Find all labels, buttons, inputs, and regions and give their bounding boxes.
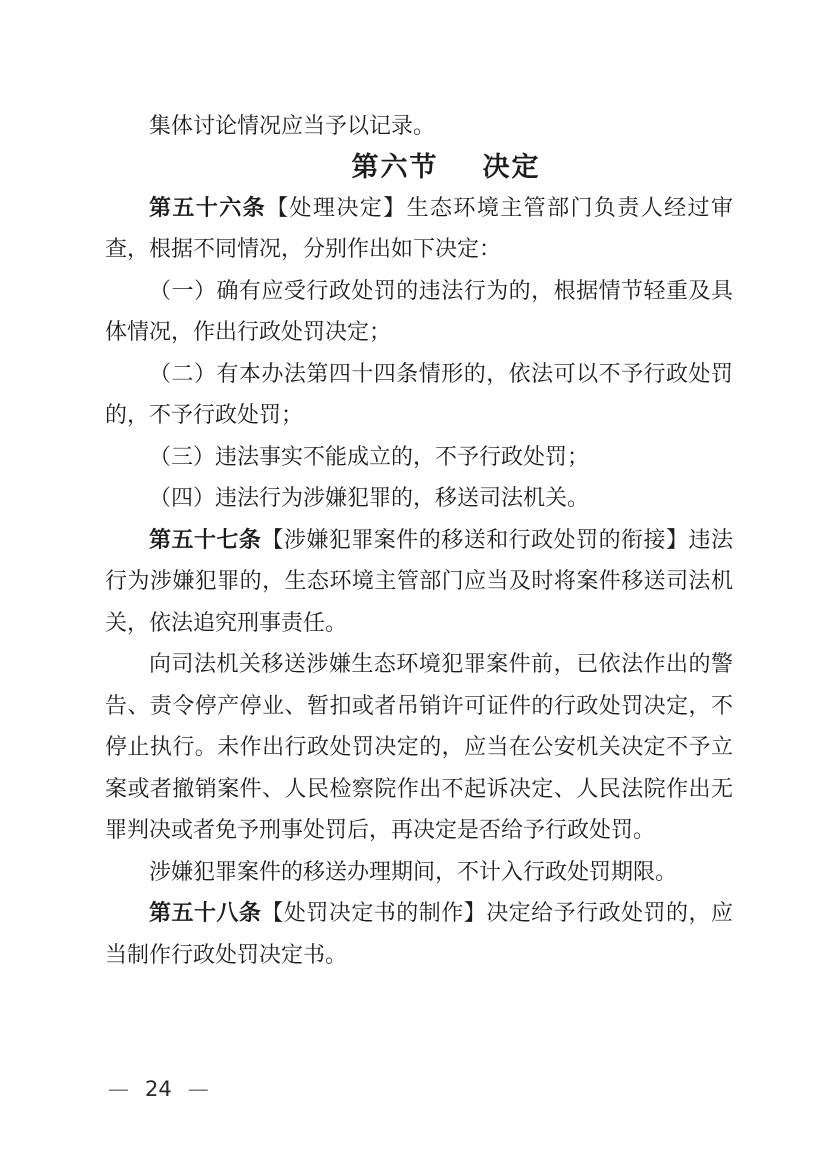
paragraph-time-limit: 涉嫌犯罪案件的移送办理期间，不计入行政处罚期限。 <box>149 859 678 885</box>
article-58-number: 第五十八条 <box>149 901 262 926</box>
article-56-number: 第五十六条 <box>149 195 267 221</box>
article-56-text: 生态环境主管部门负责人经过审查，根据不同情况，分别作出如下决定： <box>105 195 733 262</box>
section-heading <box>105 148 733 188</box>
paragraph-item-4: （四）违法行为涉嫌犯罪的，移送司法机关。 <box>149 486 590 511</box>
footer-dash-right: — <box>187 1077 209 1101</box>
document-body <box>105 106 733 976</box>
footer-dash-left: — <box>108 1077 129 1101</box>
paragraph-item-3: （三）违法事实不能成立的，不予行政处罚； <box>149 444 590 470</box>
paragraph-article-58 <box>105 893 733 976</box>
paragraph-article-56 <box>105 188 733 271</box>
paragraph-item-2: （二）有本办法第四十四条情形的，依法可以不予行政处罚的，不予行政处罚； <box>105 361 733 428</box>
page-number: 24 <box>145 1077 172 1101</box>
continuation-paragraph: 集体讨论情况应当予以记录。 <box>149 114 436 139</box>
page-footer <box>108 1077 209 1101</box>
article-57-text: 违法行为涉嫌犯罪的，生态环境主管部门应当及时将案件移送司法机关，依法追究刑事责任。 <box>105 527 733 636</box>
article-57-title: 【涉嫌犯罪案件的移送和行政处罚的衔接】 <box>261 527 689 553</box>
article-58-title: 【处罚决定书的制作】 <box>261 901 487 926</box>
article-58-text: 决定给予行政处罚的，应当制作行政处罚决定书。 <box>105 901 733 968</box>
article-57-number: 第五十七条 <box>149 527 262 553</box>
paragraph-item-1: （一）确有应受行政处罚的违法行为的，根据情节轻重及具体情况，作出行政处罚决定； <box>105 278 733 345</box>
article-56-title: 【处理决定】 <box>266 195 407 221</box>
section-title: 决定 <box>482 151 541 183</box>
section-number: 第六节 <box>351 151 439 183</box>
paragraph-article-57 <box>105 520 733 645</box>
paragraph-transfer-rule: 向司法机关移送涉嫌生态环境犯罪案件前，已依法作出的警告、责令停产停业、暂扣或者吊销许可证件的行政处罚决定，不停止执行。未作出行政处罚决定的，应当在公安机关决定不予立案或者撤销案件、人民检察院作出不起诉决定、人民法院作出无罪判决或者免予刑事处罚后，再决定是否给予行政处罚。 <box>105 652 733 843</box>
